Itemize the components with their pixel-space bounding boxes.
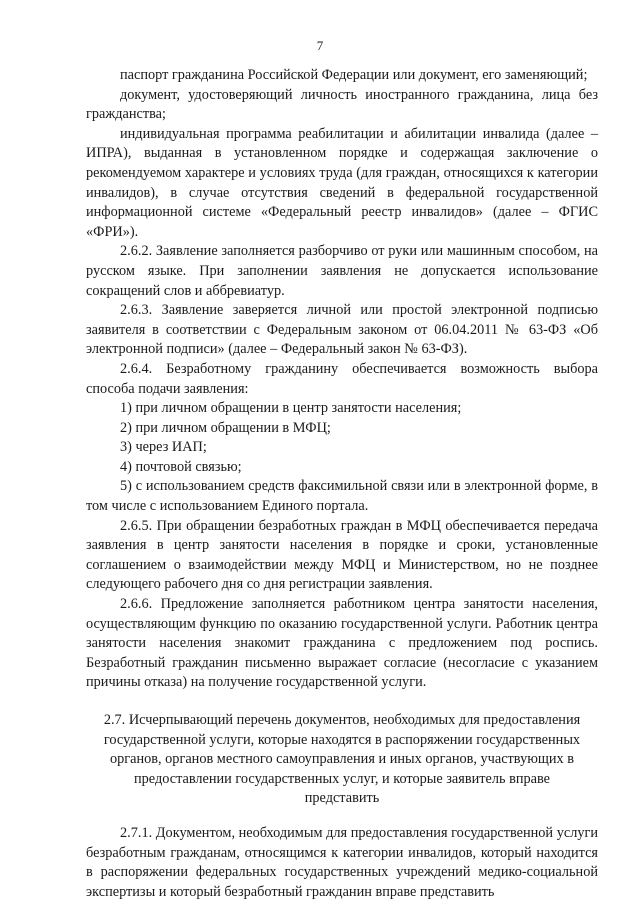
document-body: [86, 66, 598, 902]
paragraph-2-6-6: 2.6.6. Предложение заполняется работником центра занятости населения, осуществляющим функцию по оказанию государственной услуги. Работник центра занятости населения знакомит гражданина с предложением под роспись. Безработный гражданин письменно выражает согласие (несогласие с указанием причины отказа) на получение государственной услуги.: [86, 596, 598, 691]
list-item: 1) при личном обращении в центр занятости населения;: [120, 400, 462, 417]
list-item: 4) почтовой связью;: [120, 458, 242, 475]
page-number: 7: [316, 38, 324, 53]
paragraph-passport: паспорт гражданина Российской Федерации или документ, его заменяющий;: [120, 67, 588, 83]
list-item: 3) через ИАП;: [120, 439, 207, 456]
paragraph-2-6-2: 2.6.2. Заявление заполняется разборчиво от руки или машинным способом, на русском языке. При заполнении заявления не допускается использование сокращений слов и аббревиатур.: [86, 243, 598, 299]
paragraph-2-6-3: 2.6.3. Заявление заверяется личной или простой электронной подписью заявителя в соответствии с Федеральным законом от 06.04.2011 № 63-ФЗ «Об электронной подписи» (далее – Федеральный закон № 63-ФЗ).: [86, 302, 598, 358]
heading-line: органов, органов местного самоуправления и иных органов, участвующих в: [109, 751, 575, 768]
list-item: 2) при личном обращении в МФЦ;: [120, 419, 331, 436]
heading-line: 2.7. Исчерпывающий перечень документов, необходимых для предоставления: [103, 712, 581, 728]
section-heading-2-7: [86, 711, 598, 809]
paragraph-ipra: индивидуальная программа реабилитации и абилитации инвалида (далее – ИПРА), выданная в установленном порядке и содержащая заключение о рекомендуемом характере и условиях труда (для граждан, относящихся к категории инвалидов), в случае отсутствия сведений в федеральной государственной информационной системе «Федеральный реестр инвалидов» (далее – ФГИС «ФРИ»).: [86, 125, 598, 240]
heading-line: государственной услуги, которые находятся в распоряжении государственных: [103, 731, 581, 748]
submission-methods-list: [86, 399, 598, 477]
paragraph-2-6-4: 2.6.4. Безработному гражданину обеспечивается возможность выбора способа подачи заявления:: [86, 360, 598, 397]
paragraph-2-7-1: 2.7.1. Документом, необходимым для предоставления государственной услуги безработным гражданам, относящимся к категории инвалидов, который находится в распоряжении федеральных государственных учреждений медико-социальной экспертизы и который безработный гражданин вправе представить: [86, 824, 598, 900]
list-item-fax-electronic: 5) с использованием средств факсимильной связи или в электронной форме, в том числе с использованием Единого портала.: [86, 478, 598, 515]
paragraph-foreign-id: документ, удостоверяющий личность иностранного гражданина, лица без гражданства;: [86, 86, 598, 123]
heading-line: предоставлении государственных услуг, и которые заявитель вправе: [133, 770, 550, 787]
heading-line: представить: [304, 790, 380, 807]
paragraph-2-6-5: 2.6.5. При обращении безработных граждан в МФЦ обеспечивается передача заявления в центр занятости населения в порядке и сроки, установленные соглашением о взаимодействии между МФЦ и Министерством, но не позднее следующего рабочего дня со дня регистрации заявления.: [86, 517, 598, 593]
